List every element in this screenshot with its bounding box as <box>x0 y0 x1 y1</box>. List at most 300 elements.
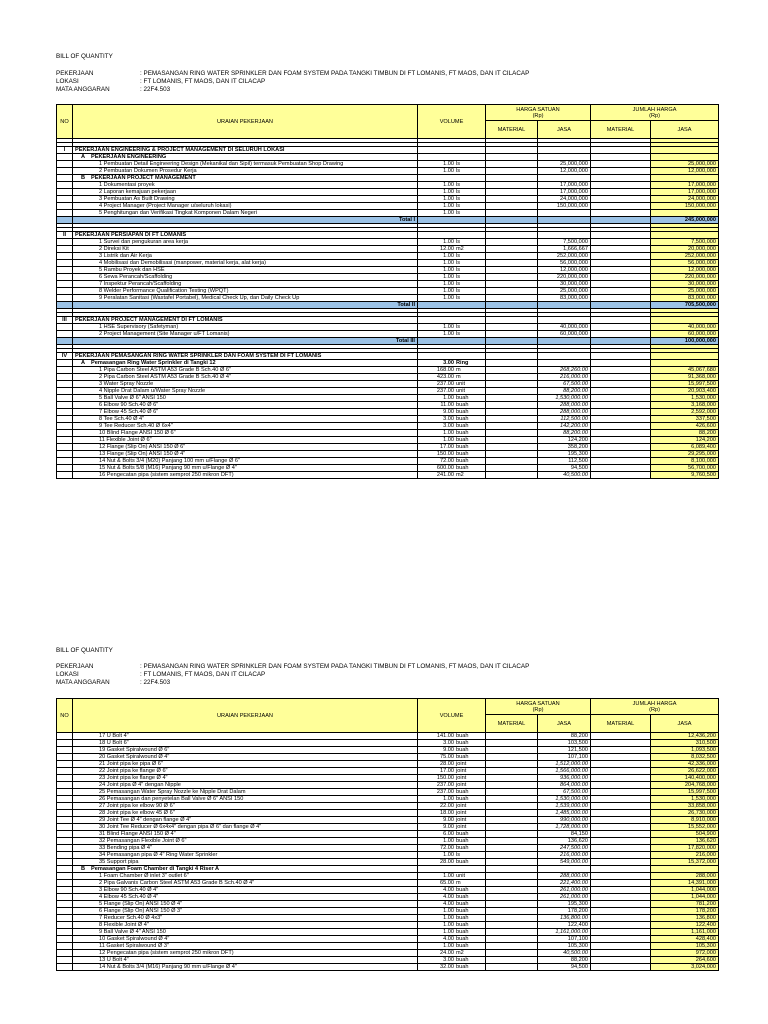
jh-jasa: 25,000,000 <box>651 288 719 295</box>
no-cell <box>57 437 73 444</box>
hs-jasa: 1,530,000.00 <box>538 395 591 402</box>
volume-unit: buah <box>456 922 469 928</box>
jh-material <box>591 831 651 838</box>
jh-material <box>591 810 651 817</box>
table-row <box>57 430 719 437</box>
volume-unit: ls <box>456 239 461 245</box>
no-cell <box>57 472 73 479</box>
jh-material <box>591 789 651 796</box>
volume-qty: 32.00 <box>440 964 454 970</box>
table-row <box>57 458 719 465</box>
hs-material <box>486 360 538 367</box>
item-description: 35 Support pipa <box>73 859 418 866</box>
subsection-name: PEKERJAAN ENGINEERING <box>91 154 167 160</box>
hs-material <box>486 782 538 789</box>
no-cell <box>57 444 73 451</box>
no-cell <box>57 338 73 345</box>
item-description: 9 Tee Reducer Sch.40 Ø 6x4" <box>73 423 418 430</box>
section-row <box>57 353 719 360</box>
hs-jasa: 288,000.00 <box>538 873 591 880</box>
volume-unit: ls <box>456 196 461 202</box>
volume-qty: 1.00 <box>443 196 454 202</box>
jh-jasa: 1,044,000 <box>651 887 719 894</box>
section-no: II <box>57 232 73 239</box>
hs-jasa: 88,200 <box>538 957 591 964</box>
item-description: 9 Ball Valve Ø 4" ANSI 150 <box>73 929 418 936</box>
jh-jasa: 1,161,000 <box>651 929 719 936</box>
hs-jasa: 56,000,000 <box>538 260 591 267</box>
hs-material <box>486 845 538 852</box>
hs-jasa: 1,666,667 <box>538 246 591 253</box>
hs-material <box>486 761 538 768</box>
subsection-row <box>57 154 719 161</box>
volume-unit: buah <box>456 859 469 865</box>
jh-jasa <box>651 210 719 217</box>
hs-jasa: 17,000,000 <box>538 182 591 189</box>
lokasi-line-2 <box>56 671 265 679</box>
hs-material <box>486 740 538 747</box>
no-cell <box>57 203 73 210</box>
jh-material <box>591 957 651 964</box>
volume-qty: 6.00 <box>443 831 454 837</box>
volume-cell <box>418 302 486 309</box>
item-description: 25 Pemasangan Water Spray Nozzle ke Nipple Drat Dalam <box>73 789 418 796</box>
no-cell <box>57 154 73 161</box>
section-no: III <box>57 317 73 324</box>
volume-unit: buah <box>456 437 469 443</box>
jh-material <box>591 845 651 852</box>
jh-jasa: 136,800 <box>651 915 719 922</box>
jh-material <box>591 859 651 866</box>
item-description: 21 Joint pipa ke pipa Ø 6" <box>73 761 418 768</box>
jh-material <box>591 458 651 465</box>
jh-material <box>591 210 651 217</box>
hs-jasa: 40,500.00 <box>538 950 591 957</box>
subsection-title <box>73 866 418 873</box>
hs-jasa: 84,150 <box>538 831 591 838</box>
volume-qty: 237.00 <box>436 381 454 387</box>
item-description: 14 Nut & Bolts 3/4 (M16) Panjang 90 mm u/Flange Ø 4" <box>73 964 418 971</box>
volume-cell <box>418 733 486 740</box>
item-description: 8 Flexible Joint Ø 4" <box>73 922 418 929</box>
volume-unit: buah <box>456 915 469 921</box>
volume-unit: buah <box>456 845 469 851</box>
jh-jasa: 9,760,500 <box>651 472 719 479</box>
volume-unit: buah <box>456 740 469 746</box>
jh-material <box>591 395 651 402</box>
harga-satuan-rp: (Rp) <box>532 112 544 119</box>
volume-qty: 1.00 <box>443 796 454 802</box>
volume-qty: 1.00 <box>443 189 454 195</box>
volume-qty: 1.00 <box>443 943 454 949</box>
jh-material <box>591 246 651 253</box>
item-description: 17 U Bolt 4" <box>73 733 418 740</box>
table-row <box>57 768 719 775</box>
item-description: 19 Gasket Spiralwound Ø 6" <box>73 747 418 754</box>
hs-jasa: 88,200 <box>538 733 591 740</box>
total-label: Total III <box>73 338 418 345</box>
no-cell <box>57 274 73 281</box>
table-row <box>57 901 719 908</box>
no-cell <box>57 409 73 416</box>
item-description: 14 Nut & Bolts 3/4 (M20) Panjang 100 mm u/Flange Ø 6" <box>73 458 418 465</box>
hs-jasa <box>538 232 591 239</box>
volume-cell <box>418 873 486 880</box>
hs-material <box>486 430 538 437</box>
volume-cell <box>418 866 486 873</box>
total-value: 705,500,000 <box>651 302 719 309</box>
volume-qty: 1.00 <box>443 239 454 245</box>
jh-jasa: 1,530,000 <box>651 796 719 803</box>
hs-material <box>486 747 538 754</box>
col-no: NO <box>57 699 73 733</box>
volume-qty: 237.00 <box>436 782 454 788</box>
hs-jasa: 83,000,000 <box>538 295 591 302</box>
volume-unit: m2 <box>456 246 464 252</box>
volume-cell <box>418 789 486 796</box>
jh-material <box>591 950 651 957</box>
hs-jasa: 17,000,000 <box>538 189 591 196</box>
volume-unit: joint <box>456 803 467 809</box>
hs-jasa: 121,500 <box>538 747 591 754</box>
volume-unit: joint <box>456 810 467 816</box>
volume-qty: 1.00 <box>443 324 454 330</box>
volume-unit: buah <box>456 943 469 949</box>
jh-material <box>591 894 651 901</box>
item-description: 29 Joint Tee Ø 4" dengan flange Ø 4" <box>73 817 418 824</box>
volume-qty: 423.00 <box>436 374 454 380</box>
item-description: 6 Elbow 90 Sch.40 Ø 6" <box>73 402 418 409</box>
jh-jasa: 56,000,000 <box>651 260 719 267</box>
section-title: PEKERJAAN PROJECT MANAGEMENT DI FT LOMANIS <box>73 317 418 324</box>
pekerjaan-line-2 <box>56 663 529 671</box>
mata-anggaran-label: MATA ANGGARAN <box>56 679 110 686</box>
lokasi-label: LOKASI <box>56 78 79 85</box>
hs-jasa: 195,300 <box>538 451 591 458</box>
section-no: IV <box>57 353 73 360</box>
hs-jasa: 30,000,000 <box>538 281 591 288</box>
jh-jasa: 781,200 <box>651 901 719 908</box>
hs-jasa: 261,000.00 <box>538 887 591 894</box>
col-jumlah-harga <box>591 105 719 121</box>
section-row <box>57 317 719 324</box>
item-description: 4 Nipple Drat Dalam u/Water Spray Nozzle <box>73 388 418 395</box>
item-description: 27 Joint pipa ke elbow 90 Ø 6" <box>73 803 418 810</box>
volume-cell <box>418 232 486 239</box>
no-cell <box>57 182 73 189</box>
table-row <box>57 936 719 943</box>
item-description: 33 Bending pipa Ø 4" <box>73 845 418 852</box>
jh-material <box>591 381 651 388</box>
no-cell <box>57 782 73 789</box>
volume-cell <box>418 915 486 922</box>
jh-jasa: 124,200 <box>651 437 719 444</box>
jh-jasa: 30,000,000 <box>651 281 719 288</box>
table-row <box>57 281 719 288</box>
jh-jasa: 264,600 <box>651 957 719 964</box>
volume-cell <box>418 922 486 929</box>
hs-material <box>486 950 538 957</box>
volume-cell <box>418 859 486 866</box>
table-row <box>57 838 719 845</box>
item-description: 1 Foam Chamber Ø inlet 3" outlet 6" <box>73 873 418 880</box>
volume-unit: buah <box>456 409 469 415</box>
table-row <box>57 957 719 964</box>
item-description: 2 Direksi Kit <box>73 246 418 253</box>
item-description: 12 Flange (Slip On) ANSI 150 Ø 6" <box>73 444 418 451</box>
section-no: I <box>57 147 73 154</box>
table-row <box>57 761 719 768</box>
volume-qty: 1.00 <box>443 168 454 174</box>
hs-jasa: 288,000.00 <box>538 402 591 409</box>
volume-cell <box>418 908 486 915</box>
hs-material <box>486 789 538 796</box>
no-cell <box>57 824 73 831</box>
jh-material <box>591 288 651 295</box>
hs-jasa: 107,100 <box>538 754 591 761</box>
volume-cell <box>418 203 486 210</box>
jh-material <box>591 147 651 154</box>
hs-material <box>486 915 538 922</box>
item-description: 20 Gasket Spiralwound Ø 4" <box>73 754 418 761</box>
item-description: 1 HSE Supervisory (Safetyman) <box>73 324 418 331</box>
hs-jasa: 990,000.00 <box>538 817 591 824</box>
jh-jasa: 1,044,000 <box>651 894 719 901</box>
table-row <box>57 324 719 331</box>
table-row <box>57 810 719 817</box>
no-cell <box>57 288 73 295</box>
hs-material <box>486 161 538 168</box>
jh-material <box>591 175 651 182</box>
hs-jasa: 94,500 <box>538 964 591 971</box>
table-row <box>57 845 719 852</box>
no-cell <box>57 873 73 880</box>
jh-jasa: 17,000,000 <box>651 182 719 189</box>
item-description: 2 Pipa Galvanis Carbon Steel ASTM A53 Grade B Sch.40 Ø 4" <box>73 880 418 887</box>
hs-material <box>486 873 538 880</box>
table-row <box>57 824 719 831</box>
no-cell <box>57 246 73 253</box>
volume-cell <box>418 754 486 761</box>
pekerjaan-line <box>56 70 529 78</box>
volume-cell <box>418 374 486 381</box>
mata-anggaran-label: MATA ANGGARAN <box>56 86 110 93</box>
jh-jasa <box>651 147 719 154</box>
jh-jasa: 15,997,500 <box>651 381 719 388</box>
col-hs-jasa: JASA <box>538 121 591 139</box>
hs-material <box>486 866 538 873</box>
hs-material <box>486 733 538 740</box>
jh-material <box>591 465 651 472</box>
no-cell <box>57 374 73 381</box>
jh-material <box>591 908 651 915</box>
hs-material <box>486 936 538 943</box>
no-cell <box>57 901 73 908</box>
jh-jasa: 150,000,000 <box>651 203 719 210</box>
hs-material <box>486 203 538 210</box>
item-description: 11 Flexible Joint Ø 6" <box>73 437 418 444</box>
hs-jasa: 25,000,000 <box>538 161 591 168</box>
item-description: 28 Joint pipa ke elbow 45 Ø 6" <box>73 810 418 817</box>
volume-unit: buah <box>456 894 469 900</box>
volume-unit: buah <box>456 957 469 963</box>
no-cell <box>57 775 73 782</box>
total-value: 245,000,000 <box>651 217 719 224</box>
item-description: 8 Welder Performance Qualification Testing (WPQT) <box>73 288 418 295</box>
hs-material <box>486 810 538 817</box>
jh-jasa <box>651 232 719 239</box>
jh-jasa: 3,024,000 <box>651 964 719 971</box>
jh-jasa: 56,700,000 <box>651 465 719 472</box>
table-row <box>57 451 719 458</box>
jh-material <box>591 161 651 168</box>
jh-material <box>591 747 651 754</box>
volume-cell <box>418 168 486 175</box>
jh-material <box>591 754 651 761</box>
item-description: 13 U Bolt 4" <box>73 957 418 964</box>
hs-jasa: 1,530,000.00 <box>538 796 591 803</box>
volume-unit: unit <box>456 873 466 879</box>
jh-jasa: 428,400 <box>651 936 719 943</box>
no-cell <box>57 217 73 224</box>
volume-qty: 3.00 <box>443 957 454 963</box>
volume-unit: buah <box>456 451 469 457</box>
item-description: 2 Pipa Carbon Steel ASTM A53 Grade B Sch.40 Ø 4" <box>73 374 418 381</box>
hs-jasa: 936,000.00 <box>538 775 591 782</box>
table-row <box>57 416 719 423</box>
jh-material <box>591 402 651 409</box>
hs-material <box>486 246 538 253</box>
no-cell <box>57 465 73 472</box>
volume-unit: ls <box>456 210 461 216</box>
hs-material <box>486 416 538 423</box>
volume-cell <box>418 182 486 189</box>
jh-jasa: 25,000,000 <box>651 161 719 168</box>
harga-satuan-rp: (Rp) <box>532 706 544 713</box>
jh-material <box>591 768 651 775</box>
jh-jasa: 3,168,000 <box>651 402 719 409</box>
hs-jasa: 40,000,000 <box>538 324 591 331</box>
volume-cell <box>418 451 486 458</box>
table-row <box>57 203 719 210</box>
hs-material <box>486 423 538 430</box>
table-row <box>57 395 719 402</box>
jh-material <box>591 733 651 740</box>
hs-material <box>486 908 538 915</box>
volume-qty: 141.00 <box>436 733 454 739</box>
volume-cell <box>418 353 486 360</box>
volume-unit: buah <box>456 423 469 429</box>
volume-qty: 72.00 <box>440 458 454 464</box>
volume-cell <box>418 824 486 831</box>
hs-material <box>486 796 538 803</box>
item-description: 4 Elbow 45 Sch.40 Ø 4" <box>73 894 418 901</box>
jh-material <box>591 302 651 309</box>
volume-unit: buah <box>456 901 469 907</box>
hs-jasa: 142,200.00 <box>538 423 591 430</box>
no-cell <box>57 943 73 950</box>
col-hs-material: MATERIAL <box>486 715 538 733</box>
jh-material <box>591 775 651 782</box>
jh-jasa: 204,768,000 <box>651 782 719 789</box>
item-description: 32 Pemasangan Flexible Joint Ø 6" <box>73 838 418 845</box>
subsection-title <box>73 175 418 182</box>
table-row <box>57 444 719 451</box>
volume-cell <box>418 430 486 437</box>
hs-jasa: 67,500.00 <box>538 381 591 388</box>
jh-material <box>591 740 651 747</box>
table-row <box>57 964 719 971</box>
table-row <box>57 239 719 246</box>
hs-material <box>486 182 538 189</box>
jh-jasa: 310,500 <box>651 740 719 747</box>
hs-jasa: 288,000.00 <box>538 409 591 416</box>
hs-material <box>486 437 538 444</box>
volume-qty: 9.00 <box>443 409 454 415</box>
no-cell <box>57 395 73 402</box>
item-description: 34 Pemasangan pipa Ø 4" Ring Water Sprinkler <box>73 852 418 859</box>
volume-unit: ls <box>456 182 461 188</box>
volume-unit: ls <box>456 161 461 167</box>
volume-cell <box>418 395 486 402</box>
volume-qty: 1.00 <box>443 260 454 266</box>
volume-cell <box>418 381 486 388</box>
volume-qty: 1.00 <box>443 430 454 436</box>
total-label: Total II <box>73 302 418 309</box>
subsection-name: Pemasangan Foam Chamber di Tangki 4 Riser A <box>91 866 220 872</box>
jh-material <box>591 409 651 416</box>
pekerjaan-value: : PEMASANGAN RING WATER SPRINKLER DAN FOAM SYSTEM PADA TANGKI TIMBUN DI FT LOMANIS, FT MAOS, DAN IT CILACAP <box>140 70 530 77</box>
volume-unit: joint <box>456 761 467 767</box>
no-cell <box>57 845 73 852</box>
col-harga-satuan <box>486 105 591 121</box>
item-description: 4 Mobilisasi dan Demobilisasi (manpower, material kerja, alat kerja) <box>73 260 418 267</box>
volume-qty: 1.00 <box>443 267 454 273</box>
jh-material <box>591 901 651 908</box>
volume-unit: buah <box>456 430 469 436</box>
volume-cell <box>418 775 486 782</box>
hs-material <box>486 189 538 196</box>
lokasi-value: : FT LOMANIS, FT MAOS, DAN IT CILACAP <box>140 671 266 678</box>
item-description: 5 Flange (Slip On) ANSI 150 Ø 4" <box>73 901 418 908</box>
hs-jasa: 1,539,000.00 <box>538 803 591 810</box>
hs-jasa: 1,485,000.00 <box>538 810 591 817</box>
hs-material <box>486 274 538 281</box>
jh-material <box>591 154 651 161</box>
jh-material <box>591 239 651 246</box>
hs-jasa: 7,500,000 <box>538 239 591 246</box>
hs-material <box>486 451 538 458</box>
volume-qty: 9.00 <box>443 824 454 830</box>
jh-jasa: 26,730,000 <box>651 810 719 817</box>
jh-material <box>591 873 651 880</box>
jh-material <box>591 267 651 274</box>
volume-qty: 9.00 <box>443 747 454 753</box>
jh-material <box>591 423 651 430</box>
jh-material <box>591 880 651 887</box>
table-row <box>57 887 719 894</box>
jh-material <box>591 217 651 224</box>
hs-jasa: 103,500 <box>538 740 591 747</box>
jh-jasa: 45,067,680 <box>651 367 719 374</box>
volume-qty: 1.00 <box>443 161 454 167</box>
volume-qty: 3.00 <box>443 360 454 366</box>
no-cell <box>57 733 73 740</box>
volume-unit: buah <box>456 887 469 893</box>
jh-material <box>591 887 651 894</box>
hs-jasa: 220,000,000 <box>538 274 591 281</box>
volume-unit: ls <box>456 295 461 301</box>
